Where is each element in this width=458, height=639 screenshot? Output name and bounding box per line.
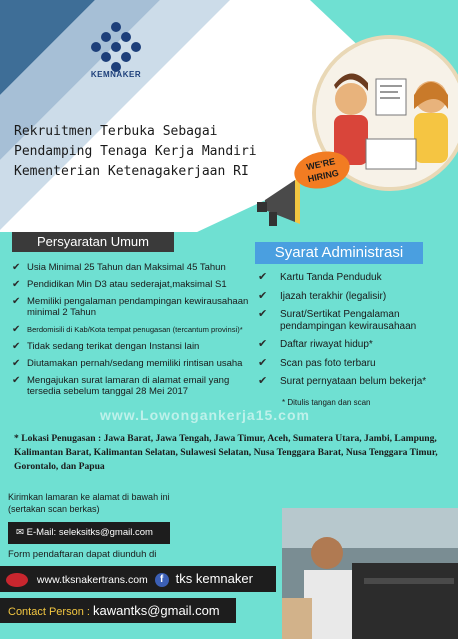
check-icon: ✔ [258,338,268,350]
form-text: Form pendaftaran dapat diunduh di [8,549,157,560]
photo-illustration [282,508,458,639]
list-item: ✔ Surat pernyataan belum bekerja* [258,375,427,387]
check-icon: ✔ [12,296,21,307]
website-link[interactable]: www.tksnakertrans.com [36,574,148,586]
check-icon: ✔ [258,271,268,283]
facebook-icon: f [155,573,169,587]
hiring-line: HIRING [306,167,340,185]
location-label: * Lokasi Penugasan : [14,433,102,444]
requirements-list [12,262,256,403]
check-icon: ✔ [258,356,268,369]
title-line: Kementerian Ketenagakerjaan RI [14,164,249,179]
worker-photo [282,508,458,639]
watermark: www.Lowongankerja15.com [100,407,310,423]
check-icon: ✔ [258,289,268,302]
send-line: (sertakan scan berkas) [8,504,100,514]
title-line: Pendamping Tenaga Kerja Mandiri [14,144,257,159]
check-icon: ✔ [12,262,21,273]
send-instructions [8,491,170,515]
email-label: E-Mail: [26,527,57,538]
mail-icon: ✉ [16,527,24,538]
email-bar [8,522,170,544]
admin-note: * Ditulis tangan dan scan [282,398,371,407]
logo-text: KEMNAKER [90,70,142,79]
facebook-link[interactable]: tks kemnaker [175,571,253,586]
list-item: ✔ Usia Minimal 25 Tahun dan Maksimal 45 Tahun [12,262,226,273]
check-icon: ✔ [258,308,268,320]
contact-label: Contact Person : [8,606,90,618]
check-icon: ✔ [12,375,21,386]
check-icon: ✔ [258,375,268,387]
requirements-heading: Persyaratan Umum [12,232,174,252]
list-item: ✔ Memiliki pengalaman pendampingan kewirausahaan minimal 2 Tahun [12,296,249,318]
contact-email[interactable]: kawantks@gmail.com [93,603,220,618]
list-item: ✔ Pendidikan Min D3 atau sederajat,maksimal S1 [12,279,227,290]
list-item: ✔ Diutamakan pernah/sedang memiliki rintisan usaha [12,358,243,369]
administration-heading: Syarat Administrasi [255,242,423,264]
administration-list [258,272,454,395]
list-item: ✔ Mengajukan surat lamaran di alamat email yang tersedia sebelum tanggal 28 Mei 2017 [12,375,230,397]
check-icon: ✔ [12,358,21,369]
title-line: Rekruitmen Terbuka Sebagai [14,124,218,139]
list-item: ✔ Scan pas foto terbaru [258,356,376,369]
check-icon: ✔ [12,341,21,352]
location-text [14,432,454,474]
list-item: ✔ Berdomisili di Kab/Kota tempat penugasan (tercantum provinsi)* [12,324,243,335]
globe-icon [6,573,28,587]
contact-bar [0,598,236,623]
website-bar [0,566,276,592]
check-icon: ✔ [12,324,21,335]
hiring-line: WE'RE [305,156,337,173]
list-item: ✔ Surat/Sertikat Pengalaman pendampingan kewirausahaan [258,308,417,332]
list-item: ✔ Tidak sedang terikat dengan Instansi lain [12,341,200,352]
location-list: Jawa Barat, Jawa Tengah, Jawa Timur, Aceh, Sumatera Utara, Jambi, Lampung, Kalimantan Barat, Kalimantan Selatan, Sulawesi Selatan, Nusa Tenggara Barat, Nusa Tenggara Timur, Gorontalo, dan Papua [14,433,438,472]
list-item: ✔ Kartu Tanda Penduduk [258,271,382,283]
check-icon: ✔ [12,279,21,290]
list-item: ✔ Ijazah terakhir (legalisir) [258,289,387,302]
send-line: Kirimkan lamaran ke alamat di bawah ini [8,492,170,502]
email-link[interactable]: seleksitks@gmail.com [58,527,153,538]
list-item: ✔ Daftar riwayat hidup* [258,338,373,350]
